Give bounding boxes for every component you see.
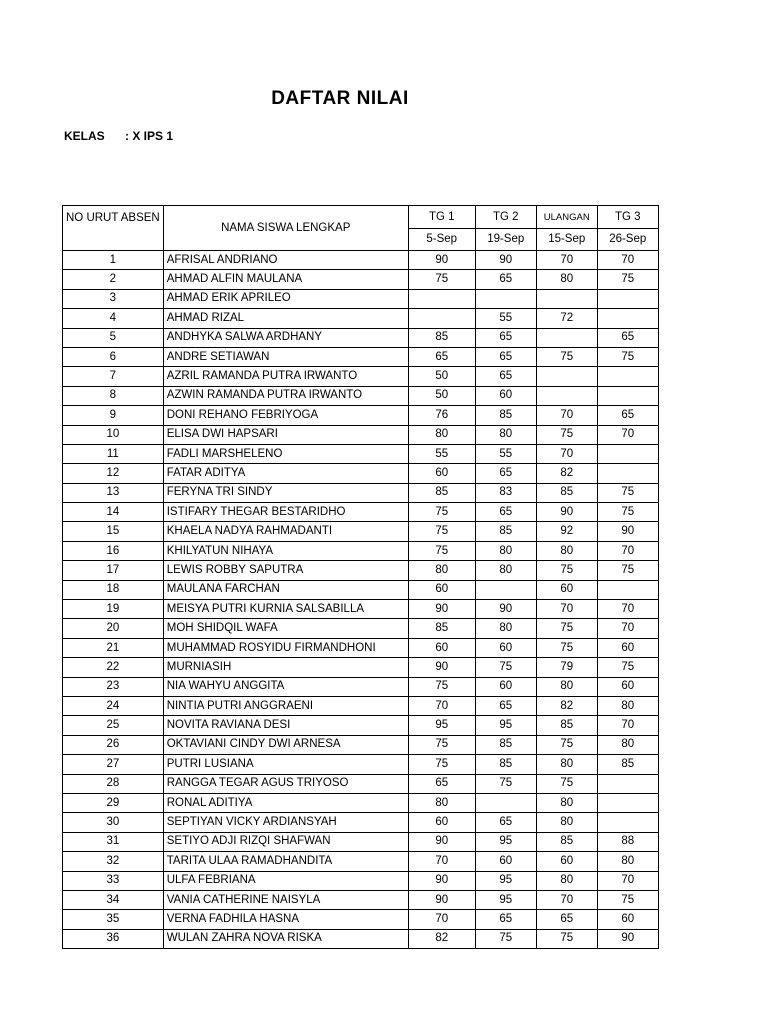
- page-title: DAFTAR NILAI: [271, 88, 409, 109]
- table-row: [63, 270, 659, 289]
- row-number: 27: [63, 755, 164, 774]
- score-tg3: [597, 813, 658, 832]
- score-tg1: 65: [408, 347, 475, 366]
- student-name: AFRISAL ANDRIANO: [163, 251, 408, 270]
- student-name: PUTRI LUSIANA: [163, 755, 408, 774]
- table-row: [63, 406, 659, 425]
- score-tg3: [597, 367, 658, 386]
- row-number: 12: [63, 464, 164, 483]
- table-row: [63, 503, 659, 522]
- header-no-urut-absen: NO URUT ABSEN: [63, 206, 164, 251]
- class-info: [64, 129, 173, 143]
- score-tg2: 95: [475, 716, 536, 735]
- table-row: [63, 328, 659, 347]
- student-name: ISTIFARY THEGAR BESTARIDHO: [163, 503, 408, 522]
- table-row: [63, 813, 659, 832]
- score-tg2: 80: [475, 541, 536, 560]
- student-name: FERYNA TRI SINDY: [163, 483, 408, 502]
- score-tg2: 60: [475, 386, 536, 405]
- table-row: [63, 755, 659, 774]
- table-row: [63, 774, 659, 793]
- score-tg3: [597, 774, 658, 793]
- row-number: 13: [63, 483, 164, 502]
- score-tg3: 70: [597, 425, 658, 444]
- header-tg1: TG 1: [408, 206, 475, 229]
- student-name: MUHAMMAD ROSYIDU FIRMANDHONI: [163, 638, 408, 657]
- score-tg1: 70: [408, 696, 475, 715]
- row-number: 19: [63, 600, 164, 619]
- student-name: RONAL ADITIYA: [163, 793, 408, 812]
- score-tg1: 80: [408, 793, 475, 812]
- student-name: ANDHYKA SALWA ARDHANY: [163, 328, 408, 347]
- row-number: 26: [63, 735, 164, 754]
- score-tg3: 75: [597, 890, 658, 909]
- score-tg2: 95: [475, 832, 536, 851]
- score-tg3: 90: [597, 929, 658, 948]
- score-tg2: 65: [475, 696, 536, 715]
- score-tg2: [475, 580, 536, 599]
- row-number: 34: [63, 890, 164, 909]
- student-name: NIA WAHYU ANGGITA: [163, 677, 408, 696]
- header-tg2: TG 2: [475, 206, 536, 229]
- score-tg1: 90: [408, 890, 475, 909]
- row-number: 10: [63, 425, 164, 444]
- score-tg1: 75: [408, 270, 475, 289]
- score-ulangan: 75: [536, 425, 597, 444]
- score-tg1: [408, 309, 475, 328]
- student-name: MEISYA PUTRI KURNIA SALSABILLA: [163, 600, 408, 619]
- score-ulangan: 80: [536, 793, 597, 812]
- row-number: 5: [63, 328, 164, 347]
- score-tg1: [408, 289, 475, 308]
- table-row: [63, 832, 659, 851]
- score-ulangan: [536, 328, 597, 347]
- score-tg2: 85: [475, 522, 536, 541]
- student-name: ANDRE SETIAWAN: [163, 347, 408, 366]
- row-number: 28: [63, 774, 164, 793]
- row-number: 11: [63, 444, 164, 463]
- score-tg2: 80: [475, 425, 536, 444]
- header-ulangan: ULANGAN: [536, 206, 597, 229]
- score-tg2: 90: [475, 600, 536, 619]
- score-tg3: 65: [597, 328, 658, 347]
- score-tg1: 76: [408, 406, 475, 425]
- score-tg2: 65: [475, 367, 536, 386]
- table-row: [63, 871, 659, 890]
- score-tg2: 75: [475, 774, 536, 793]
- table-row: [63, 483, 659, 502]
- student-name: VERNA FADHILA HASNA: [163, 910, 408, 929]
- table-row: [63, 367, 659, 386]
- score-tg3: 70: [597, 541, 658, 560]
- score-ulangan: 85: [536, 716, 597, 735]
- score-tg1: 75: [408, 522, 475, 541]
- row-number: 1: [63, 251, 164, 270]
- score-tg3: 65: [597, 406, 658, 425]
- class-value: : X IPS 1: [125, 129, 174, 143]
- score-tg2: 65: [475, 270, 536, 289]
- score-ulangan: 70: [536, 251, 597, 270]
- student-name: AZWIN RAMANDA PUTRA IRWANTO: [163, 386, 408, 405]
- grades-table: [62, 205, 659, 949]
- score-tg1: 90: [408, 600, 475, 619]
- student-name: MAULANA FARCHAN: [163, 580, 408, 599]
- score-tg1: 75: [408, 735, 475, 754]
- score-tg3: 75: [597, 347, 658, 366]
- row-number: 24: [63, 696, 164, 715]
- score-tg1: 90: [408, 832, 475, 851]
- score-tg1: 90: [408, 871, 475, 890]
- student-name: AZRIL RAMANDA PUTRA IRWANTO: [163, 367, 408, 386]
- score-tg2: 65: [475, 503, 536, 522]
- score-tg3: 80: [597, 735, 658, 754]
- table-row: [63, 289, 659, 308]
- score-tg1: 75: [408, 677, 475, 696]
- score-ulangan: 79: [536, 658, 597, 677]
- score-tg3: 75: [597, 270, 658, 289]
- header-nama-siswa: NAMA SISWA LENGKAP: [163, 206, 408, 251]
- header-date-ulangan: 15-Sep: [536, 229, 597, 251]
- score-tg1: 65: [408, 774, 475, 793]
- score-tg2: 80: [475, 561, 536, 580]
- header-date-tg1: 5-Sep: [408, 229, 475, 251]
- student-name: AHMAD ALFIN MAULANA: [163, 270, 408, 289]
- student-name: ELISA DWI HAPSARI: [163, 425, 408, 444]
- score-ulangan: 80: [536, 677, 597, 696]
- score-tg2: 60: [475, 638, 536, 657]
- table-row: [63, 464, 659, 483]
- score-ulangan: 92: [536, 522, 597, 541]
- student-name: NINTIA PUTRI ANGGRAENI: [163, 696, 408, 715]
- student-name: FADLI MARSHELENO: [163, 444, 408, 463]
- score-ulangan: [536, 289, 597, 308]
- table-row: [63, 929, 659, 948]
- student-name: WULAN ZAHRA NOVA RISKA: [163, 929, 408, 948]
- score-ulangan: 75: [536, 735, 597, 754]
- row-number: 3: [63, 289, 164, 308]
- score-ulangan: 82: [536, 696, 597, 715]
- score-ulangan: 75: [536, 619, 597, 638]
- score-tg1: 90: [408, 658, 475, 677]
- score-tg2: 65: [475, 464, 536, 483]
- score-tg2: 60: [475, 852, 536, 871]
- score-tg1: 80: [408, 425, 475, 444]
- student-name: AHMAD ERIK APRILEO: [163, 289, 408, 308]
- row-number: 8: [63, 386, 164, 405]
- row-number: 32: [63, 852, 164, 871]
- row-number: 36: [63, 929, 164, 948]
- score-tg3: [597, 464, 658, 483]
- score-tg1: 60: [408, 580, 475, 599]
- table-row: [63, 910, 659, 929]
- score-tg2: 75: [475, 658, 536, 677]
- score-tg2: 90: [475, 251, 536, 270]
- score-ulangan: 80: [536, 813, 597, 832]
- score-tg1: 50: [408, 367, 475, 386]
- row-number: 17: [63, 561, 164, 580]
- score-tg3: 70: [597, 871, 658, 890]
- score-tg3: [597, 289, 658, 308]
- table-row: [63, 619, 659, 638]
- score-tg2: 95: [475, 890, 536, 909]
- table-row: [63, 561, 659, 580]
- score-tg2: 65: [475, 813, 536, 832]
- table-row: [63, 522, 659, 541]
- table-row: [63, 793, 659, 812]
- score-tg3: [597, 580, 658, 599]
- row-number: 4: [63, 309, 164, 328]
- score-tg1: 75: [408, 503, 475, 522]
- score-tg3: 75: [597, 503, 658, 522]
- table-row: [63, 580, 659, 599]
- row-number: 25: [63, 716, 164, 735]
- score-tg3: 90: [597, 522, 658, 541]
- table-row: [63, 658, 659, 677]
- score-ulangan: 75: [536, 929, 597, 948]
- score-tg3: 80: [597, 696, 658, 715]
- score-ulangan: 90: [536, 503, 597, 522]
- class-label: KELAS: [64, 129, 105, 143]
- student-name: VANIA CATHERINE NAISYLA: [163, 890, 408, 909]
- score-tg1: 70: [408, 910, 475, 929]
- score-ulangan: [536, 386, 597, 405]
- student-name: FATAR ADITYA: [163, 464, 408, 483]
- score-ulangan: 85: [536, 832, 597, 851]
- score-tg3: 60: [597, 677, 658, 696]
- score-ulangan: 75: [536, 561, 597, 580]
- student-name: NOVITA RAVIANA DESI: [163, 716, 408, 735]
- score-tg1: 85: [408, 483, 475, 502]
- score-tg2: 55: [475, 309, 536, 328]
- score-tg2: [475, 793, 536, 812]
- score-ulangan: [536, 367, 597, 386]
- row-number: 23: [63, 677, 164, 696]
- row-number: 18: [63, 580, 164, 599]
- score-tg2: 80: [475, 619, 536, 638]
- score-ulangan: 65: [536, 910, 597, 929]
- score-tg1: 50: [408, 386, 475, 405]
- student-name: SETIYO ADJI RIZQI SHAFWAN: [163, 832, 408, 851]
- table-row: [63, 251, 659, 270]
- row-number: 20: [63, 619, 164, 638]
- table-row: [63, 696, 659, 715]
- score-tg1: 60: [408, 813, 475, 832]
- student-name: AHMAD RIZAL: [163, 309, 408, 328]
- score-tg2: 65: [475, 347, 536, 366]
- score-tg1: 75: [408, 755, 475, 774]
- student-name: DONI REHANO FEBRIYOGA: [163, 406, 408, 425]
- row-number: 22: [63, 658, 164, 677]
- student-name: MURNIASIH: [163, 658, 408, 677]
- score-ulangan: 85: [536, 483, 597, 502]
- score-ulangan: 80: [536, 541, 597, 560]
- score-tg3: 70: [597, 716, 658, 735]
- score-tg3: 60: [597, 638, 658, 657]
- score-tg1: 82: [408, 929, 475, 948]
- score-ulangan: 70: [536, 600, 597, 619]
- score-ulangan: 60: [536, 852, 597, 871]
- score-tg2: 75: [475, 929, 536, 948]
- header-tg3: TG 3: [597, 206, 658, 229]
- score-tg3: [597, 386, 658, 405]
- score-tg2: 55: [475, 444, 536, 463]
- table-row: [63, 852, 659, 871]
- table-row: [63, 541, 659, 560]
- table-row: [63, 638, 659, 657]
- score-tg3: 75: [597, 561, 658, 580]
- row-number: 7: [63, 367, 164, 386]
- row-number: 35: [63, 910, 164, 929]
- score-tg1: 75: [408, 541, 475, 560]
- score-ulangan: 80: [536, 270, 597, 289]
- score-ulangan: 82: [536, 464, 597, 483]
- score-tg3: 60: [597, 910, 658, 929]
- score-tg3: [597, 444, 658, 463]
- score-tg2: 83: [475, 483, 536, 502]
- student-name: RANGGA TEGAR AGUS TRIYOSO: [163, 774, 408, 793]
- row-number: 2: [63, 270, 164, 289]
- table-row: [63, 735, 659, 754]
- score-ulangan: 75: [536, 638, 597, 657]
- score-ulangan: 80: [536, 871, 597, 890]
- score-tg1: 85: [408, 619, 475, 638]
- score-tg3: 70: [597, 619, 658, 638]
- score-tg3: [597, 309, 658, 328]
- score-ulangan: 80: [536, 755, 597, 774]
- score-tg2: [475, 289, 536, 308]
- score-tg3: 88: [597, 832, 658, 851]
- row-number: 16: [63, 541, 164, 560]
- score-tg1: 55: [408, 444, 475, 463]
- score-ulangan: 70: [536, 444, 597, 463]
- score-ulangan: 70: [536, 890, 597, 909]
- table-row: [63, 890, 659, 909]
- table-row: [63, 716, 659, 735]
- score-tg1: 80: [408, 561, 475, 580]
- student-name: MOH SHIDQIL WAFA: [163, 619, 408, 638]
- row-number: 21: [63, 638, 164, 657]
- student-name: KHAELA NADYA RAHMADANTI: [163, 522, 408, 541]
- table-row: [63, 677, 659, 696]
- score-tg3: 70: [597, 251, 658, 270]
- score-tg3: 70: [597, 600, 658, 619]
- table-row: [63, 309, 659, 328]
- score-tg3: [597, 793, 658, 812]
- row-number: 15: [63, 522, 164, 541]
- row-number: 9: [63, 406, 164, 425]
- score-tg1: 95: [408, 716, 475, 735]
- header-date-tg2: 19-Sep: [475, 229, 536, 251]
- student-name: TARITA ULAA RAMADHANDITA: [163, 852, 408, 871]
- table-row: [63, 347, 659, 366]
- score-tg2: 85: [475, 406, 536, 425]
- score-tg2: 65: [475, 910, 536, 929]
- score-tg3: 75: [597, 658, 658, 677]
- score-tg2: 85: [475, 755, 536, 774]
- score-ulangan: 72: [536, 309, 597, 328]
- row-number: 33: [63, 871, 164, 890]
- score-tg1: 90: [408, 251, 475, 270]
- score-tg2: 85: [475, 735, 536, 754]
- score-ulangan: 60: [536, 580, 597, 599]
- score-tg2: 60: [475, 677, 536, 696]
- student-name: SEPTIYAN VICKY ARDIANSYAH: [163, 813, 408, 832]
- score-tg2: 65: [475, 328, 536, 347]
- score-tg1: 60: [408, 638, 475, 657]
- score-ulangan: 75: [536, 774, 597, 793]
- row-number: 31: [63, 832, 164, 851]
- score-ulangan: 75: [536, 347, 597, 366]
- table-row: [63, 444, 659, 463]
- table-row: [63, 386, 659, 405]
- grades-table-body: [63, 251, 659, 949]
- student-name: LEWIS ROBBY SAPUTRA: [163, 561, 408, 580]
- row-number: 29: [63, 793, 164, 812]
- score-tg2: 95: [475, 871, 536, 890]
- row-number: 6: [63, 347, 164, 366]
- score-ulangan: 70: [536, 406, 597, 425]
- row-number: 30: [63, 813, 164, 832]
- student-name: KHILYATUN NIHAYA: [163, 541, 408, 560]
- table-row: [63, 600, 659, 619]
- score-tg3: 85: [597, 755, 658, 774]
- header-date-tg3: 26-Sep: [597, 229, 658, 251]
- score-tg3: 80: [597, 852, 658, 871]
- student-name: ULFA FEBRIANA: [163, 871, 408, 890]
- score-tg1: 85: [408, 328, 475, 347]
- score-tg3: 75: [597, 483, 658, 502]
- score-tg1: 70: [408, 852, 475, 871]
- score-tg1: 60: [408, 464, 475, 483]
- table-row: [63, 425, 659, 444]
- row-number: 14: [63, 503, 164, 522]
- student-name: OKTAVIANI CINDY DWI ARNESA: [163, 735, 408, 754]
